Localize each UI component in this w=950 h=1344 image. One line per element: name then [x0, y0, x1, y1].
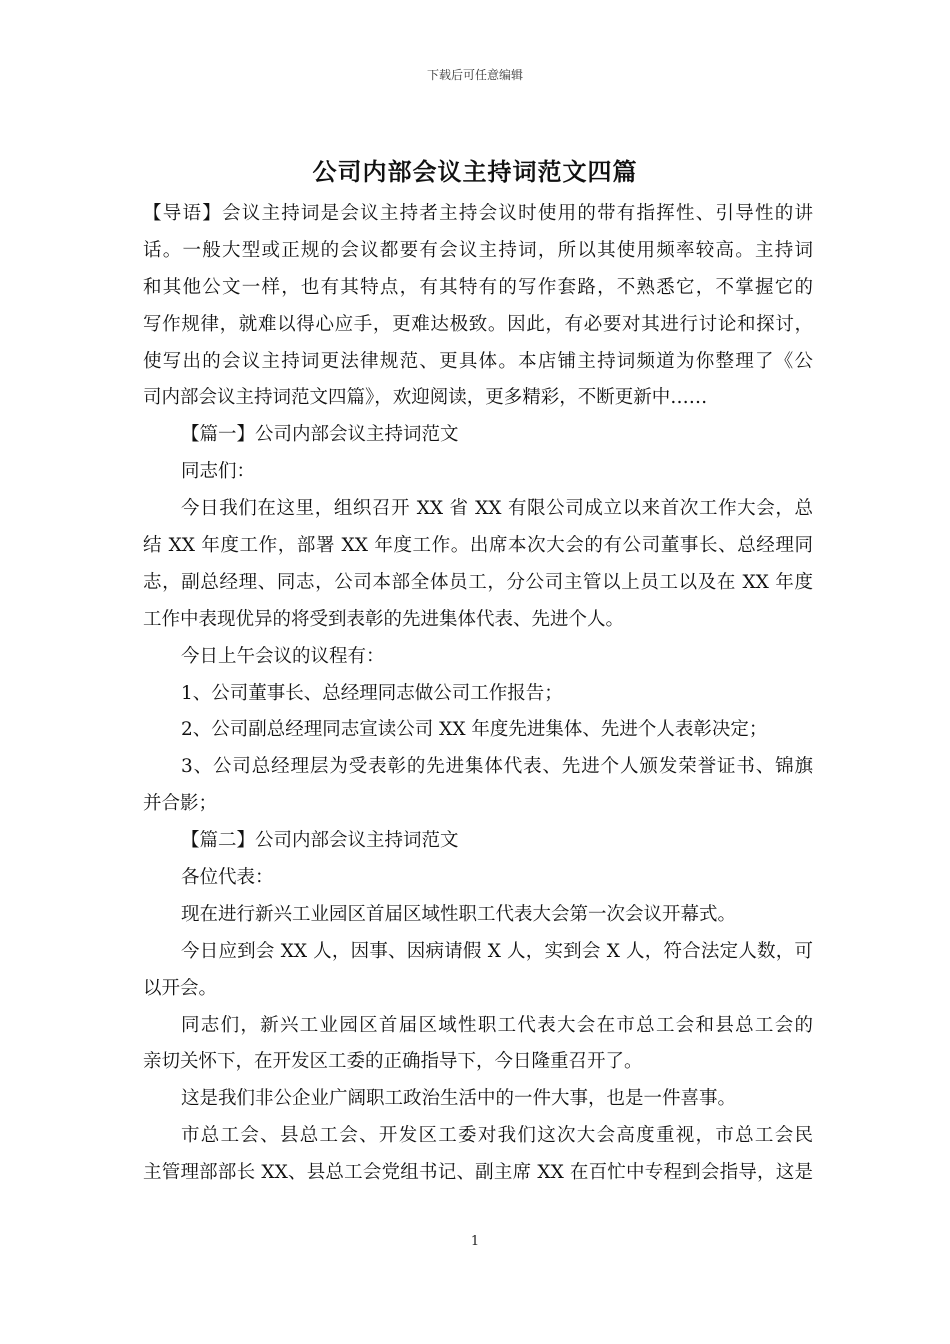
text-line: 现在进行新兴工业园区首届区域性职工代表大会第一次会议开幕式。 [181, 903, 737, 925]
section-heading: 【篇二】公司内部会议主持词范文 [181, 830, 459, 852]
section-heading: 【篇一】公司内部会议主持词范文 [181, 424, 459, 446]
text-line: 并合影； [143, 793, 218, 815]
text-line: 结 XX 年度工作，部署 XX 年度工作。出席本次大会的有公司董事长、总经理同 [143, 535, 813, 557]
header-note: 下载后可任意编辑 [426, 68, 523, 82]
text-line: 亲切关怀下，在开发区工委的正确指导下，今日隆重召开了。 [143, 1051, 643, 1073]
text-line: 【导语】会议主持词是会议主持者主持会议时使用的带有指挥性、引导性的讲 [143, 203, 813, 224]
text-line: 今日上午会议的议程有： [181, 645, 385, 667]
text-line: 写作规律，就难以得心应手，更难达极致。因此，有必要对其进行讨论和探讨， [143, 313, 813, 335]
text-line: 以开会。 [143, 977, 218, 999]
page-number: 1 [470, 1234, 480, 1249]
text-line: 工作中表现优异的将受到表彰的先进集体代表、先进个人。 [143, 608, 625, 630]
text-line: 这是我们非公企业广阔职工政治生活中的一件大事，也是一件喜事。 [181, 1088, 737, 1110]
text-line: 使写出的会议主持词更法律规范、更具体。本店铺主持词频道为你整理了《公 [143, 350, 813, 372]
text-line: 市总工会、县总工会、开发区工委对我们这次大会高度重视，市总工会民 [181, 1125, 813, 1147]
document-title: 公司内部会议主持词范文四篇 [312, 157, 638, 186]
salutation: 各位代表： [181, 867, 274, 889]
text-line: 今日我们在这里，组织召开 XX 省 XX 有限公司成立以来首次工作大会，总 [181, 498, 813, 520]
agenda-item: 2、公司副总经理同志宣读公司 XX 年度先进集体、先进个人表彰决定； [181, 719, 768, 741]
agenda-item: 1、公司董事长、总经理同志做公司工作报告； [181, 682, 563, 704]
text-line: 同志们，新兴工业园区首届区域性职工代表大会在市总工会和县总工会的 [181, 1014, 813, 1036]
text-line: 志，副总经理、同志，公司本部全体员工，分公司主管以上员工以及在 XX 年度 [143, 571, 813, 593]
text-line: 司内部会议主持词范文四篇》，欢迎阅读，更多精彩，不断更新中…… [143, 387, 708, 409]
text-line: 话。一般大型或正规的会议都要有会议主持词，所以其使用频率较高。主持词 [143, 239, 813, 261]
text-line: 和其他公文一样，也有其特点，有其特有的写作套路，不熟悉它，不掌握它的 [143, 276, 813, 298]
agenda-item: 3、公司总经理层为受表彰的先进集体代表、先进个人颁发荣誉证书、锦旗 [181, 756, 813, 778]
document-body [143, 196, 813, 1192]
text-line: 今日应到会 XX 人，因事、因病请假 X 人，实到会 X 人，符合法定人数，可 [181, 940, 813, 962]
text-line: 主管理部部长 XX、县总工会党组书记、副主席 XX 在百忙中专程到会指导，这是 [143, 1162, 813, 1184]
salutation: 同志们： [181, 461, 256, 483]
